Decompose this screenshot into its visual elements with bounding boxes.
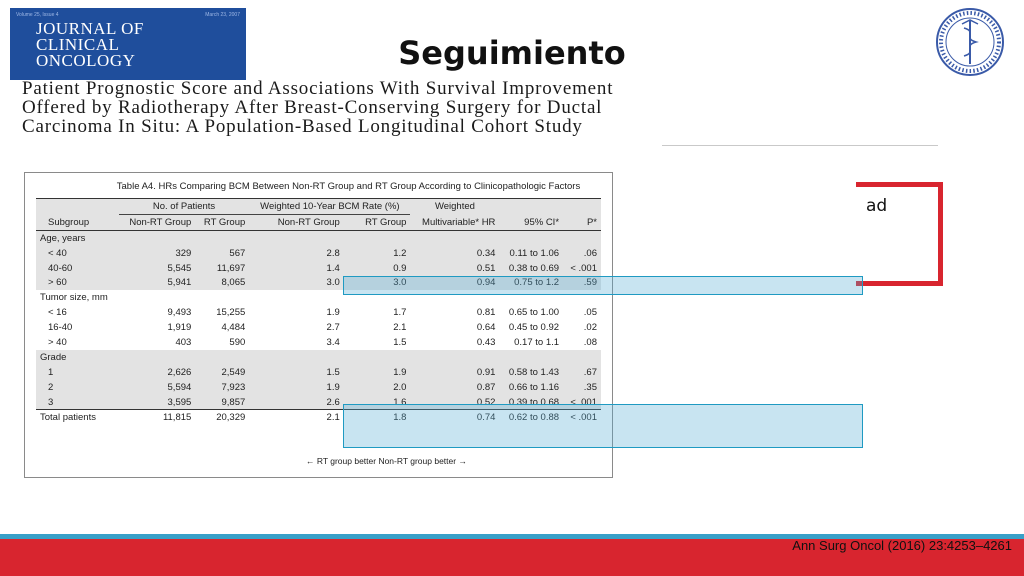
cell-r-nonrt: 2.6 — [249, 395, 343, 410]
cell-hr: 0.52 — [410, 395, 499, 410]
cell-r-nonrt: 1.5 — [249, 365, 343, 380]
cell-ci: 0.17 to 1.1 — [514, 336, 560, 348]
cell-n-rt — [195, 350, 249, 365]
header-cell-empty — [36, 199, 119, 214]
row-label: 40-60 — [36, 261, 119, 276]
cell-hr: 0.64 — [476, 322, 496, 334]
cell-r-nonrt: 3.0 — [249, 275, 343, 290]
cell-hr: 0.94 — [410, 275, 499, 290]
cell-p: < .001 — [563, 261, 601, 276]
cell-r-rt: 2.1 — [393, 322, 407, 334]
cell-r-rt: 1.8 — [393, 412, 407, 424]
cell-p: < .001 — [570, 412, 597, 424]
row-label: > 40 — [48, 336, 67, 348]
divider-line — [662, 145, 938, 146]
cell-n-rt: 9,857 — [195, 395, 249, 410]
col-n-rt: RT Group — [195, 214, 249, 230]
cell-p: < .001 — [563, 395, 601, 410]
section-row — [36, 230, 601, 245]
row-label: Tumor size, mm — [40, 292, 108, 304]
cell-r-nonrt: 2.1 — [326, 412, 340, 424]
cell-ci: 0.39 to 0.68 — [499, 395, 563, 410]
row-label: < 40 — [36, 246, 119, 261]
direction-legend: ← RT group better Non-RT group better → — [306, 456, 467, 466]
cell-n-rt — [195, 230, 249, 245]
institute-seal-icon — [934, 6, 1006, 78]
cell-n-rt: 7,923 — [195, 380, 249, 395]
cell-n-nonrt: 3,595 — [119, 395, 196, 410]
side-text: ad — [866, 196, 888, 216]
journal-date: March 23, 2007 — [205, 12, 240, 18]
header-weighted: Weighted — [410, 199, 499, 214]
cell-n-rt: 8,065 — [195, 275, 249, 290]
cell-r-nonrt — [249, 290, 343, 305]
col-p: P* — [563, 214, 601, 230]
header-cell-empty — [563, 199, 601, 214]
cell-hr — [410, 230, 499, 245]
cell-n-nonrt — [119, 290, 196, 305]
cell-r-rt: 1.7 — [393, 307, 407, 319]
row-label: Age, years — [36, 230, 119, 245]
cell-r-rt: 1.2 — [344, 246, 411, 261]
cell-r-rt: 1.6 — [344, 395, 411, 410]
cell-r-nonrt: 3.4 — [326, 336, 340, 348]
cell-n-nonrt: 5,594 — [119, 380, 196, 395]
article-title: Patient Prognostic Score and Associations With Survival Improvement Offered by Radiotherapy After Breast-Conserving Surgery for Ductal Carcinoma In Situ: A Population-Based Longitudinal Cohort Study — [22, 79, 614, 137]
cell-ci — [499, 230, 563, 245]
cell-r-rt: 0.9 — [344, 261, 411, 276]
cell-p: .02 — [583, 322, 597, 334]
cell-p: .05 — [583, 307, 597, 319]
cell-n-nonrt: 11,815 — [162, 412, 192, 424]
header-patients: No. of Patients — [119, 199, 249, 214]
journal-name-line-2: CLINICAL — [36, 35, 120, 54]
col-rate-nonrt: Non-RT Group — [249, 214, 343, 230]
table-row — [36, 261, 601, 276]
cell-r-rt: 2.0 — [344, 380, 411, 395]
row-label: Total patients — [40, 412, 96, 424]
cell-p: .59 — [563, 275, 601, 290]
cell-r-rt — [344, 350, 411, 365]
section-row — [36, 350, 601, 365]
header-rate: Weighted 10-Year BCM Rate (%) — [249, 199, 410, 214]
cell-hr: 0.51 — [410, 261, 499, 276]
cell-ci: 0.58 to 1.43 — [499, 365, 563, 380]
cell-p — [563, 350, 601, 365]
cell-r-rt: 1.9 — [344, 365, 411, 380]
hr-table-container — [36, 174, 601, 425]
cell-n-nonrt — [119, 350, 196, 365]
table-row — [36, 365, 601, 380]
cell-hr: 0.87 — [410, 380, 499, 395]
header-cell-empty — [499, 199, 563, 214]
cell-ci: 0.11 to 1.06 — [499, 246, 563, 261]
journal-name-line-1: JOURNAL OF — [36, 19, 144, 38]
row-label: 16-40 — [48, 322, 73, 334]
cell-hr: 0.74 — [476, 412, 496, 424]
cell-n-rt: 567 — [195, 246, 249, 261]
cell-hr: 0.91 — [410, 365, 499, 380]
citation: Ann Surg Oncol (2016) 23:4253–4261 — [792, 538, 1012, 553]
col-ci: 95% CI* — [499, 214, 563, 230]
cell-ci: 0.75 to 1.2 — [499, 275, 563, 290]
cell-n-rt: 4,484 — [221, 322, 246, 334]
cell-r-nonrt: 2.7 — [326, 322, 340, 334]
slide-title: Seguimiento — [398, 34, 626, 72]
cell-r-rt: 3.0 — [344, 275, 411, 290]
journal-issue-line — [10, 12, 246, 18]
row-label: > 60 — [36, 275, 119, 290]
cell-n-rt — [195, 290, 249, 305]
cell-r-nonrt: 1.9 — [249, 380, 343, 395]
cell-n-rt: 20,329 — [216, 412, 246, 424]
cell-n-nonrt: 9,493 — [167, 307, 192, 319]
cell-ci: 0.45 to 0.92 — [508, 322, 560, 334]
cell-hr: 0.43 — [476, 336, 496, 348]
highlight-age-40-60 — [343, 276, 863, 295]
table-body — [36, 230, 601, 425]
cell-ci: 0.62 to 0.88 — [508, 412, 560, 424]
cell-n-nonrt — [119, 230, 196, 245]
col-subgroup: Subgroup — [36, 214, 119, 230]
cell-r-rt — [344, 230, 411, 245]
row-label: Grade — [36, 350, 119, 365]
table-row — [36, 246, 601, 261]
row-label: 3 — [36, 395, 119, 410]
cell-ci: 0.65 to 1.00 — [508, 307, 560, 319]
cell-hr: 0.81 — [476, 307, 496, 319]
cell-n-nonrt: 5,545 — [119, 261, 196, 276]
col-rate-rt: RT Group — [344, 214, 411, 230]
cell-p: .35 — [563, 380, 601, 395]
cell-r-nonrt: 1.9 — [326, 307, 340, 319]
journal-name-line-3: ONCOLOGY — [36, 51, 136, 70]
cell-n-nonrt: 1,919 — [167, 322, 192, 334]
cell-n-rt: 15,255 — [216, 307, 246, 319]
col-n-nonrt: Non-RT Group — [119, 214, 196, 230]
cell-r-nonrt — [249, 350, 343, 365]
cell-p: .67 — [563, 365, 601, 380]
cell-n-rt: 11,697 — [195, 261, 249, 276]
cell-p — [563, 230, 601, 245]
cell-r-nonrt: 2.8 — [249, 246, 343, 261]
table-row — [36, 335, 601, 350]
cell-n-nonrt: 5,941 — [119, 275, 196, 290]
cell-n-rt: 590 — [229, 336, 246, 348]
table-caption: Table A4. HRs Comparing BCM Between Non-RT Group and RT Group According to Clinicopathologic Factors — [36, 174, 601, 199]
cell-r-nonrt — [249, 230, 343, 245]
col-hr: Multivariable* HR — [410, 214, 499, 230]
table-row — [36, 380, 601, 395]
cell-n-nonrt: 403 — [175, 336, 192, 348]
table-row — [36, 305, 601, 320]
cell-r-nonrt: 1.4 — [249, 261, 343, 276]
cell-ci: 0.66 to 1.16 — [499, 380, 563, 395]
row-label: < 16 — [48, 307, 67, 319]
cell-n-rt: 2,549 — [195, 365, 249, 380]
cell-ci — [499, 350, 563, 365]
cell-p: .06 — [563, 246, 601, 261]
table-row — [36, 320, 601, 335]
cell-r-rt: 1.5 — [393, 336, 407, 348]
cell-p: .08 — [583, 336, 597, 348]
highlight-grade-3-total — [343, 404, 863, 448]
cell-n-nonrt: 2,626 — [119, 365, 196, 380]
cell-n-nonrt: 329 — [119, 246, 196, 261]
cell-hr: 0.34 — [410, 246, 499, 261]
row-label: 2 — [36, 380, 119, 395]
cell-ci: 0.38 to 0.69 — [499, 261, 563, 276]
journal-volume: Volume 25, Issue 4 — [16, 12, 59, 18]
hr-table — [36, 199, 601, 425]
cell-hr — [410, 350, 499, 365]
row-label: 1 — [36, 365, 119, 380]
